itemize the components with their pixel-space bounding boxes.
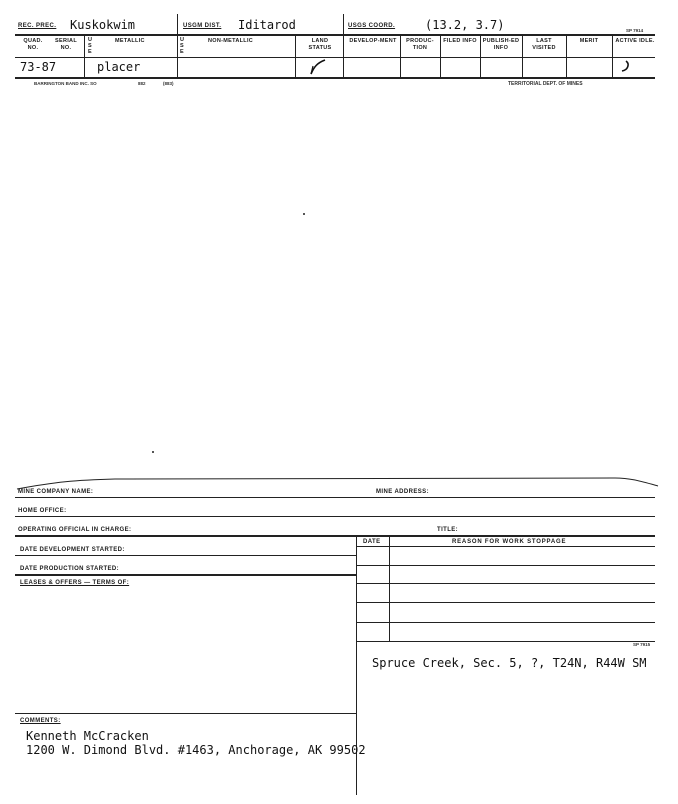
col-filed-info: FILED INFO	[443, 38, 477, 44]
col-sep-develop	[343, 14, 344, 77]
date-development-label: DATE DEVELOPMENT STARTED:	[20, 547, 125, 553]
col-merit: MERIT	[579, 38, 599, 44]
rec-prec-label: REC. PREC.	[18, 23, 57, 29]
scan-speck	[303, 213, 305, 215]
rule-date-prod	[15, 574, 356, 576]
column-header-rule	[15, 57, 655, 58]
stoppage-reason-header: REASON FOR WORK STOPPAGE	[452, 539, 567, 545]
mine-address-label: MINE ADDRESS:	[376, 489, 429, 495]
col-sep-pub	[480, 35, 481, 77]
stoppage-date-divider	[389, 536, 390, 642]
rule-home	[15, 516, 655, 517]
operating-official-label: OPERATING OFFICIAL IN CHARGE:	[18, 527, 132, 533]
usgs-coord-label: USGS COORD.	[348, 23, 396, 29]
col-development: DEVELOP-MENT	[349, 38, 397, 44]
comments-label: COMMENTS:	[20, 718, 61, 724]
stoppage-row-rule	[357, 622, 655, 623]
row-quad-serial: 73-87	[20, 60, 57, 74]
col-metallic: METALLIC	[115, 38, 145, 44]
col-use-nonmetallic: U S E	[180, 37, 185, 55]
printer-code-1: 882	[138, 81, 146, 86]
col-last-visited: LAST VISITED	[532, 38, 556, 51]
col-use-metallic: U S E	[88, 37, 93, 55]
usgm-dist-value: Iditarod	[238, 18, 296, 32]
torn-card-edge	[15, 472, 660, 492]
dept-imprint: TERRITORIAL DEPT. OF MINES	[508, 81, 583, 87]
scan-speck	[152, 451, 154, 453]
printer-code-2: (883)	[163, 81, 174, 86]
stoppage-row-rule	[357, 602, 655, 603]
leases-label: LEASES & OFFERS — TERMS OF:	[20, 580, 130, 586]
bottom-form-number: SP 7915	[633, 642, 651, 647]
col-sep-prod	[400, 35, 401, 77]
home-office-label: HOME OFFICE:	[18, 508, 67, 514]
col-quad-no: QUAD. NO.	[23, 38, 43, 51]
col-sep-filed	[440, 35, 441, 77]
usgs-coord-value: (13.2, 3.7)	[425, 18, 505, 32]
stoppage-row-rule	[357, 565, 655, 566]
comments-line-1: Kenneth McCracken	[26, 729, 149, 743]
col-published-info: PUBLISH-ED INFO	[482, 38, 520, 51]
rule-comments	[15, 713, 356, 714]
rule-company	[15, 497, 655, 498]
land-status-check-mark	[308, 58, 330, 76]
col-active-idle: ACTIVE IDLE.	[615, 38, 655, 44]
top-form-number: SP 7914	[626, 28, 644, 33]
row-metallic: placer	[97, 60, 141, 74]
col-sep-serial	[84, 35, 85, 77]
stoppage-row-rule	[357, 641, 655, 642]
col-production: PRODUC-TION	[406, 38, 434, 51]
rule-date-dev	[15, 555, 356, 556]
date-production-label: DATE PRODUCTION STARTED:	[20, 566, 120, 572]
rec-prec-value: Kuskokwim	[70, 18, 136, 32]
col-sep-metallic	[177, 14, 178, 77]
stoppage-row-rule	[357, 583, 655, 584]
rule-official	[15, 535, 655, 537]
location-description: Spruce Creek, Sec. 5, ?, T24N, R44W SM	[372, 656, 647, 670]
comments-line-2: 1200 W. Dimond Blvd. #1463, Anchorage, AK 99502	[26, 743, 366, 757]
col-sep-merit	[566, 35, 567, 77]
active-idle-mark	[618, 58, 642, 76]
col-land-status: LAND STATUS	[308, 38, 332, 51]
stoppage-date-header: DATE	[363, 539, 381, 545]
col-sep-last	[522, 35, 523, 77]
row-bottom-rule	[15, 77, 655, 79]
mine-company-label: MINE COMPANY NAME:	[18, 489, 94, 495]
col-serial-no: SERIAL NO.	[55, 38, 77, 51]
col-sep-active	[612, 35, 613, 77]
stoppage-header-rule	[357, 546, 655, 547]
header-rule	[15, 34, 655, 36]
title-label: TITLE:	[437, 527, 459, 533]
col-nonmetallic: NON-METALLIC	[208, 38, 254, 44]
usgm-dist-label: USGM DIST.	[183, 23, 222, 29]
col-sep-land	[295, 35, 296, 77]
printer-imprint: BARRINGTON BAND INC. SO	[34, 81, 97, 86]
